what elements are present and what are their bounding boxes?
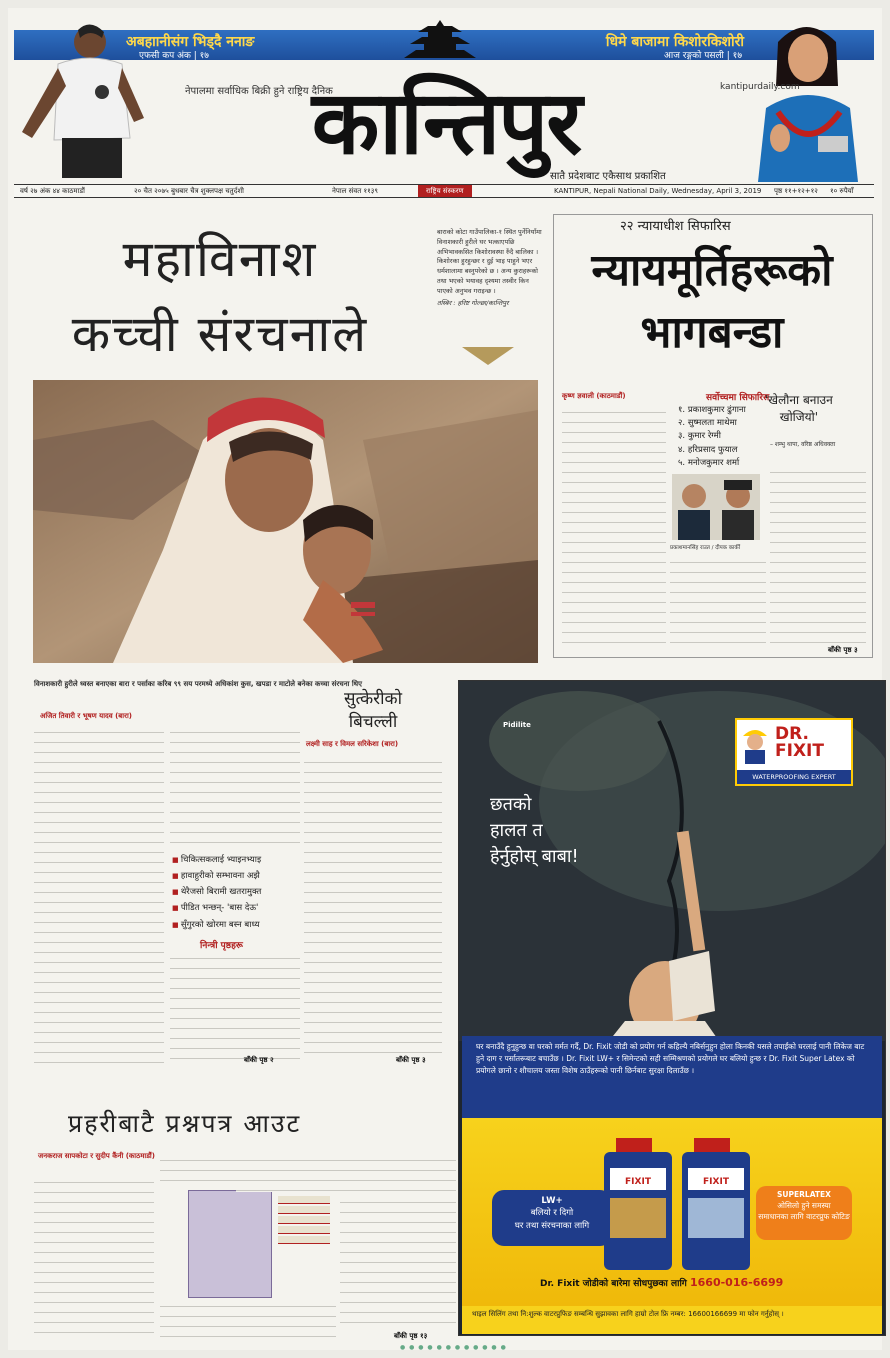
brand-subtitle: WATERPROOFING EXPERT: [737, 770, 851, 784]
edition-badge: राष्ट्रिय संस्करण: [418, 185, 472, 197]
portrait-caption: प्रकाशमानसिंह राउत / दीपक कार्की: [670, 545, 741, 551]
nepali-date: २० चैत २०७५ बुधबार चैत्र शुक्लपक्ष चतुर्दशी: [134, 187, 244, 195]
lw-line-3: घर तथा संरचनाका लागि: [514, 1220, 590, 1231]
lead-side-text: बाराको कोटा गाउँपालिका-१ स्थित पुर्नेनियाँमा विनाशकारी हुरीले घर भत्काएपछि अभिभावकसित किशोरावस्था रुँदै बालिका । किशोरका हुरहुन्छर र दुई भाइ पाहुने भएर धर्मशालामा बस्नुपरेको छ । अन्य कुराहरूको तथा भएको भयावह दृश्यमा तस्वीर किन पाएको अनुभव गराइन्छ ।: [437, 228, 542, 295]
superlatex-line-2: ओसिलो हुने समस्या: [777, 1200, 831, 1210]
print-registration-marks: ● ● ● ● ● ● ● ● ● ● ● ●: [400, 1344, 507, 1351]
question-paper-photo[interactable]: [188, 1190, 272, 1298]
caption-arrow-icon: [462, 347, 514, 365]
justice-headline[interactable]: [562, 240, 862, 363]
dr-fixit-logo: [735, 718, 853, 786]
lead-intro: विनाशकारी हुरीले ध्वस्त बनाएका बारा र पर्साका करिब ९९ सय परमध्ये अधिकांश कुस, खपडा र माटोले बनेका कच्चा संरचना थिए: [34, 680, 362, 688]
page-count: पृष्ठ ११+१२+१२: [774, 187, 818, 195]
justice-portraits: [672, 474, 760, 540]
recommendation-list: [678, 404, 746, 470]
sutkeri-body: [304, 756, 442, 1060]
left-promo-title[interactable]: अबहाानीसंग भिड्दै ननाङ: [126, 34, 255, 50]
lead-highlights: [172, 852, 261, 933]
masthead-tagline: नेपालमा सर्वाधिक बिक्री हुने राष्ट्रिय दैनिक: [185, 86, 333, 97]
exam-body-column-3: [236, 1154, 456, 1192]
recommendation-item: ५. मनोजकुमार शर्मा: [678, 457, 740, 468]
table-row: [278, 1226, 330, 1234]
svg-text:FIXIT: FIXIT: [625, 1177, 651, 1187]
lead-photo-crying-women[interactable]: [33, 380, 538, 663]
quote-author: – शम्भु थापा, वरिष्ठ अधिवक्ता: [770, 441, 836, 448]
ad-body-text: घर बनाउँदै हुनुहुन्छ वा घरको मर्मत गर्दै, Dr. Fixit जोडी को प्रयोग गर्न कहिल्यै नबिर्सनुहुन होला किनकी यसले तपाईंको घरलाई पानी लिकेज बाट हुने दाग र पर्सातरूबाट बचाउँछ । Dr. Fixit LW+ र सिमेन्टको सही सम्मिश्रणको प्रयोगले घर बलियो हुन्छ र Dr. Fixit Super Latex को प्रयोगले छानो र शौचालय जस्ता विशेष ठाउँहरूको पानी छिर्नबाट सुरक्षा दिलाउँछ ।: [462, 1036, 882, 1118]
highlight-item: ■ हावाहुरीको सम्भावना अझै: [172, 868, 261, 884]
lead-headline-line-2: कच्ची संरचनाले: [71, 305, 369, 363]
recommendation-title: सर्वोच्चमा सिफारिस: [706, 393, 770, 403]
justice-body-column-1: [562, 406, 666, 650]
hotline-text: Dr. Fixit जोडीको बारेमा सोधपुछका लागि: [540, 1279, 687, 1289]
justice-body-column-2: [670, 556, 766, 650]
lw-line-2: बलियो र दिगो: [530, 1208, 574, 1219]
table-row: [278, 1236, 330, 1244]
lead-body-column-1: [34, 726, 164, 1070]
ad-footer-text: थाइल सिलिंग तथा नि:शुल्क वाटरप्रुफिङ सम्बन्धि सुझावका लागि हाम्रो टोल फ्रि नम्बर: 16600166699 मा फोन गर्नुहोस् ।: [462, 1306, 882, 1334]
lw-title: LW+: [541, 1196, 563, 1206]
date-info-bar: [14, 184, 874, 198]
justice-kicker: २२ न्यायाधीश सिफारिस: [620, 219, 731, 234]
highlight-item: ■ थेरैजसो बिरामी खतरामुक्त: [172, 884, 261, 900]
lw-plus-bucket-icon: [602, 1138, 674, 1270]
ad-headline-line-2: हालत त: [490, 820, 543, 842]
justice-byline: कृष्ण ज्ञवाली (काठमाडौं): [562, 392, 626, 400]
recommendation-item: २. सुष्मलता माथेमा: [678, 418, 737, 429]
table-row: [278, 1216, 330, 1224]
exam-body-column-5: [160, 1300, 336, 1340]
highlight-item: ■ पीडित भन्छन्- 'बास देऊ': [172, 900, 261, 916]
lead-body-column-3: [170, 952, 300, 1062]
highlight-item: ■ चिकित्सकलाई भ्याइनभ्याइ: [172, 852, 261, 868]
lw-plus-callout: [492, 1190, 612, 1246]
exam-body-column-1: [34, 1176, 154, 1340]
superlatex-bucket-icon: [680, 1138, 752, 1270]
inner-pages-label[interactable]: निन्त्री पृष्ठहरू: [200, 941, 243, 951]
exam-leak-headline[interactable]: प्रहरीबाटै प्रश्नपत्र आउट: [68, 1109, 302, 1138]
recommendation-item: ३. कुमार रेग्मी: [678, 431, 721, 442]
lead-body-column-2: [170, 726, 300, 846]
lead-photo-caption: [437, 228, 545, 309]
justice-headline-line-1: न्यायमूर्तिहरूको: [591, 245, 833, 296]
ad-headline-line-1: छतको: [490, 794, 532, 815]
justice-body-column-3: [770, 466, 866, 646]
sutkeri-headline-line-1: सुत्केरीको: [344, 689, 402, 709]
photo-credit: तस्बिर : हरिष्ट गोल्छा/कान्तिपुर: [437, 299, 509, 308]
nepal-sambat: नेपाल संवत ११३९: [332, 187, 379, 195]
table-row: [278, 1206, 330, 1214]
recommendation-item: १. प्रकाशकुमार ढुंगाना: [678, 405, 746, 415]
superlatex-title: SUPERLATEX: [777, 1190, 831, 1199]
right-promo-subtitle: आज रङ्गको पसली | १७: [664, 51, 742, 61]
exam-continued[interactable]: बाँकी पृष्ठ १३: [394, 1332, 428, 1340]
newspaper-logo: कान्तिपुर: [311, 70, 581, 174]
svg-text:FIXIT: FIXIT: [703, 1177, 729, 1187]
footballer-photo: [18, 20, 148, 180]
recommendation-item: ४. हरिप्रसाद फुयाल: [678, 444, 738, 455]
lead-byline: अजित तिवारी र भूषण यादव (बारा): [40, 712, 132, 720]
ad-headline: [490, 792, 690, 870]
lead-continued[interactable]: बाँकी पृष्ठ २: [244, 1056, 274, 1064]
justice-headline-line-2: भागबन्डा: [640, 306, 784, 358]
exam-body-column-4: [340, 1196, 456, 1330]
price: १० रुपैयाँ: [830, 187, 854, 195]
exam-schedule-table: [278, 1196, 330, 1246]
lead-headline-line-1: महाविनाश: [122, 230, 318, 288]
lead-headline[interactable]: [40, 222, 400, 372]
highlight-item: ■ सुँगुरको खोरमा बस्न बाध्य: [172, 917, 261, 933]
quote-line-2: खोजियो': [779, 409, 819, 424]
singer-photo: [748, 16, 864, 182]
left-promo-subtitle: एफसी कप अंक | १७: [139, 51, 209, 61]
ad-headline-line-3: हेर्नुहोस् बाबा!: [490, 846, 579, 868]
right-promo-title[interactable]: धिमे बाजामा किशोरकिशोरी: [605, 34, 744, 50]
quote-line-1: 'खेलौना बनाउन: [765, 393, 833, 407]
sutkeri-continued[interactable]: बाँकी पृष्ठ ३: [396, 1056, 426, 1064]
website-url[interactable]: kantipurdaily.com: [720, 82, 800, 92]
exam-leak-byline: जनकराज सापकोटा र सुदीप कैंनी (काठमाडौं): [38, 1152, 155, 1160]
pagoda-logo-icon: [400, 20, 480, 62]
superlatex-callout: [756, 1186, 852, 1240]
hotline-number[interactable]: 1660-016-6699: [690, 1276, 784, 1289]
justice-continued[interactable]: बाँकी पृष्ठ ३: [828, 646, 858, 654]
justice-pull-quote: [765, 392, 833, 426]
superlatex-line-3: समाधानका लागि वाटरप्रुफ कोटिङ: [758, 1211, 850, 1221]
sutkeri-byline: लक्ष्मी साह र विमल सरिकेशा (बारा): [306, 740, 399, 748]
masthead-subtagline: सातै प्रदेशबाट एकैसाथ प्रकाशित: [550, 171, 666, 182]
sutkeri-headline-line-2: बिचल्ली: [348, 711, 398, 732]
brand-name: DR. FIXIT: [775, 724, 824, 761]
dr-fixit-mascot-icon: [739, 724, 771, 764]
sutkeri-headline[interactable]: [303, 688, 443, 734]
table-row: [278, 1196, 330, 1204]
ad-hotline[interactable]: [540, 1276, 783, 1289]
english-dateline: KANTIPUR, Nepali National Daily, Wednesday, April 3, 2019: [554, 187, 762, 195]
pidilite-logo: Pidilite: [503, 721, 531, 729]
volume-info: वर्ष २७ अंक ४४ काठमाडौं: [20, 187, 85, 195]
